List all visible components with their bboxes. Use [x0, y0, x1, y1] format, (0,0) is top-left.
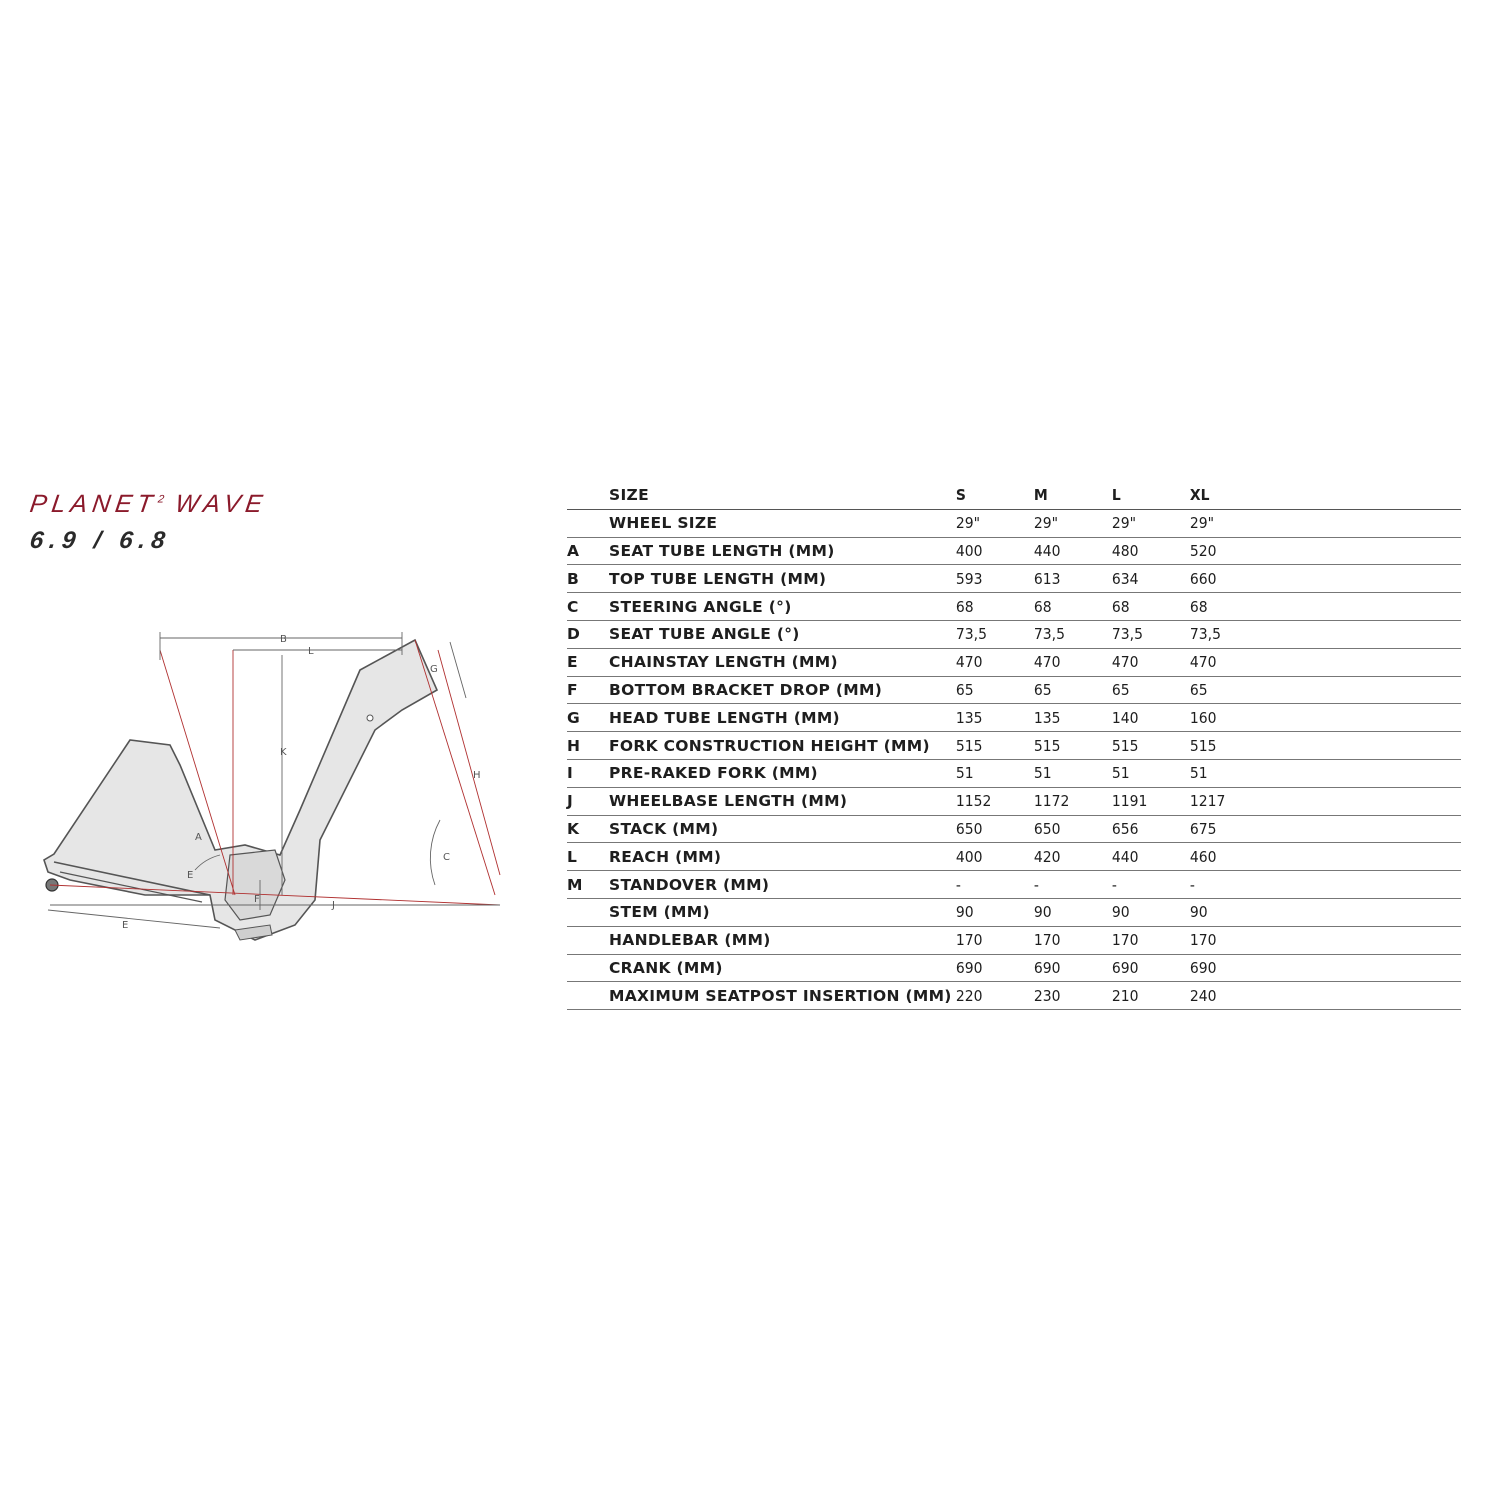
row-letter: [567, 954, 609, 982]
row-value-xl: 675: [1190, 815, 1260, 843]
row-filler: [1264, 871, 1461, 899]
row-filler: [1264, 898, 1461, 926]
row-value-m: 90: [1034, 898, 1104, 926]
row-value-l: 65: [1112, 676, 1182, 704]
row-value-xl: 29": [1190, 509, 1260, 537]
row-value-xl: -: [1190, 871, 1260, 899]
row-value-l: 210: [1112, 982, 1182, 1010]
row-value-s: -: [956, 871, 1026, 899]
row-value-m: 690: [1034, 954, 1104, 982]
row-label: PRE-RAKED FORK (MM): [609, 759, 952, 787]
dim-label-h: H: [473, 770, 481, 781]
row-value-m: 470: [1034, 648, 1104, 676]
row-value-xl: 90: [1190, 898, 1260, 926]
header-letter-cell: [567, 482, 609, 509]
row-value-m: 420: [1034, 843, 1104, 871]
table-row: [567, 954, 1461, 982]
brand-name-part1: PLANET: [28, 490, 160, 518]
header-label: SIZE: [609, 482, 952, 509]
row-value-m: 440: [1034, 537, 1104, 565]
table-row: [567, 759, 1461, 787]
row-value-s: 65: [956, 676, 1026, 704]
table-row: [567, 732, 1461, 760]
row-filler: [1264, 926, 1461, 954]
row-filler: [1264, 537, 1461, 565]
brand-models: 6.9 / 6.8: [28, 527, 173, 554]
row-label: HEAD TUBE LENGTH (MM): [609, 704, 952, 732]
row-label: WHEEL SIZE: [609, 509, 952, 537]
table-row: [567, 676, 1461, 704]
row-letter: H: [567, 732, 609, 760]
row-filler: [1264, 620, 1461, 648]
header-size-m: M: [1034, 482, 1104, 509]
row-value-xl: 1217: [1190, 787, 1260, 815]
row-value-s: 1152: [956, 787, 1026, 815]
geometry-table: [567, 482, 1461, 1010]
row-value-s: 29": [956, 509, 1026, 537]
row-label: STEERING ANGLE (°): [609, 593, 952, 621]
row-label: STEM (MM): [609, 898, 952, 926]
dim-label-j: J: [332, 900, 335, 911]
row-filler: [1264, 565, 1461, 593]
row-letter: L: [567, 843, 609, 871]
row-value-m: 1172: [1034, 787, 1104, 815]
row-filler: [1264, 732, 1461, 760]
row-value-s: 515: [956, 732, 1026, 760]
row-letter: M: [567, 871, 609, 899]
brand-name-part2: WAVE: [173, 490, 270, 518]
row-label: FORK CONSTRUCTION HEIGHT (MM): [609, 732, 952, 760]
row-value-m: 73,5: [1034, 620, 1104, 648]
frame-geometry-diagram: [30, 610, 550, 970]
row-label: SEAT TUBE ANGLE (°): [609, 620, 952, 648]
row-letter: F: [567, 676, 609, 704]
table-row: [567, 898, 1461, 926]
dim-label-f: F: [254, 894, 260, 905]
header-size-s: S: [956, 482, 1026, 509]
dim-label-e: E: [122, 920, 129, 931]
row-value-xl: 660: [1190, 565, 1260, 593]
row-value-l: 140: [1112, 704, 1182, 732]
row-filler: [1264, 954, 1461, 982]
row-value-s: 68: [956, 593, 1026, 621]
row-label: REACH (MM): [609, 843, 952, 871]
row-value-m: 65: [1034, 676, 1104, 704]
row-value-xl: 65: [1190, 676, 1260, 704]
row-value-xl: 460: [1190, 843, 1260, 871]
dim-label-c: C: [443, 852, 450, 863]
table-row: [567, 509, 1461, 537]
table-row: [567, 843, 1461, 871]
row-value-xl: 470: [1190, 648, 1260, 676]
row-label: STACK (MM): [609, 815, 952, 843]
table-row: [567, 982, 1461, 1010]
row-value-xl: 520: [1190, 537, 1260, 565]
row-value-s: 90: [956, 898, 1026, 926]
row-value-m: 51: [1034, 759, 1104, 787]
row-label: WHEELBASE LENGTH (MM): [609, 787, 952, 815]
row-label: STANDOVER (MM): [609, 871, 952, 899]
row-value-l: 480: [1112, 537, 1182, 565]
row-value-xl: 160: [1190, 704, 1260, 732]
row-filler: [1264, 815, 1461, 843]
row-value-s: 400: [956, 843, 1026, 871]
row-letter: A: [567, 537, 609, 565]
row-label: CRANK (MM): [609, 954, 952, 982]
row-value-s: 220: [956, 982, 1026, 1010]
row-value-s: 650: [956, 815, 1026, 843]
row-value-l: 90: [1112, 898, 1182, 926]
header-filler: [1264, 482, 1461, 509]
row-letter: J: [567, 787, 609, 815]
row-value-l: 470: [1112, 648, 1182, 676]
row-value-m: 650: [1034, 815, 1104, 843]
row-value-l: 1191: [1112, 787, 1182, 815]
row-letter: [567, 982, 609, 1010]
row-value-xl: 73,5: [1190, 620, 1260, 648]
row-value-xl: 170: [1190, 926, 1260, 954]
row-value-s: 690: [956, 954, 1026, 982]
row-letter: [567, 898, 609, 926]
dim-label-g: G: [430, 664, 438, 675]
row-filler: [1264, 704, 1461, 732]
row-filler: [1264, 509, 1461, 537]
table-row: [567, 620, 1461, 648]
header-size-xl: XL: [1190, 482, 1260, 509]
row-label: BOTTOM BRACKET DROP (MM): [609, 676, 952, 704]
row-filler: [1264, 982, 1461, 1010]
brand-logo: [28, 490, 270, 555]
row-value-l: 440: [1112, 843, 1182, 871]
row-label: SEAT TUBE LENGTH (MM): [609, 537, 952, 565]
row-value-s: 470: [956, 648, 1026, 676]
row-letter: K: [567, 815, 609, 843]
row-value-s: 593: [956, 565, 1026, 593]
row-value-m: 68: [1034, 593, 1104, 621]
row-value-xl: 690: [1190, 954, 1260, 982]
brand-name-sup: 2: [157, 493, 165, 506]
row-letter: C: [567, 593, 609, 621]
row-filler: [1264, 648, 1461, 676]
row-value-l: 51: [1112, 759, 1182, 787]
row-value-s: 51: [956, 759, 1026, 787]
row-letter: [567, 509, 609, 537]
row-value-m: 230: [1034, 982, 1104, 1010]
row-value-s: 73,5: [956, 620, 1026, 648]
row-filler: [1264, 787, 1461, 815]
dim-label-a: A: [195, 832, 202, 843]
row-value-l: -: [1112, 871, 1182, 899]
row-value-s: 170: [956, 926, 1026, 954]
row-value-xl: 240: [1190, 982, 1260, 1010]
row-value-m: 613: [1034, 565, 1104, 593]
row-value-s: 135: [956, 704, 1026, 732]
table-row: [567, 704, 1461, 732]
table-row: [567, 537, 1461, 565]
row-value-l: 68: [1112, 593, 1182, 621]
row-label: HANDLEBAR (MM): [609, 926, 952, 954]
row-value-m: 515: [1034, 732, 1104, 760]
row-value-l: 634: [1112, 565, 1182, 593]
row-letter: [567, 926, 609, 954]
table-header-row: [567, 482, 1461, 509]
row-filler: [1264, 759, 1461, 787]
row-letter: G: [567, 704, 609, 732]
brand-name: [28, 490, 269, 519]
row-filler: [1264, 843, 1461, 871]
row-filler: [1264, 593, 1461, 621]
row-value-m: -: [1034, 871, 1104, 899]
row-value-xl: 515: [1190, 732, 1260, 760]
row-value-l: 170: [1112, 926, 1182, 954]
table-row: [567, 593, 1461, 621]
row-value-m: 170: [1034, 926, 1104, 954]
row-letter: B: [567, 565, 609, 593]
row-letter: I: [567, 759, 609, 787]
row-value-l: 73,5: [1112, 620, 1182, 648]
row-letter: D: [567, 620, 609, 648]
table-row: [567, 787, 1461, 815]
table-row: [567, 815, 1461, 843]
table-row: [567, 926, 1461, 954]
table-row: [567, 871, 1461, 899]
row-value-xl: 68: [1190, 593, 1260, 621]
row-value-m: 29": [1034, 509, 1104, 537]
row-value-l: 515: [1112, 732, 1182, 760]
row-label: TOP TUBE LENGTH (MM): [609, 565, 952, 593]
row-filler: [1264, 676, 1461, 704]
dim-label-d: E: [187, 870, 194, 881]
dim-label-b: B: [280, 634, 287, 645]
row-label: CHAINSTAY LENGTH (MM): [609, 648, 952, 676]
dim-label-k: K: [280, 747, 287, 758]
row-value-l: 29": [1112, 509, 1182, 537]
row-value-xl: 51: [1190, 759, 1260, 787]
row-value-s: 400: [956, 537, 1026, 565]
row-value-l: 690: [1112, 954, 1182, 982]
table-row: [567, 648, 1461, 676]
table-row: [567, 565, 1461, 593]
row-label: MAXIMUM SEATPOST INSERTION (MM): [609, 982, 952, 1010]
header-size-l: L: [1112, 482, 1182, 509]
bike-frame: [44, 640, 437, 940]
row-value-m: 135: [1034, 704, 1104, 732]
row-letter: E: [567, 648, 609, 676]
row-value-l: 656: [1112, 815, 1182, 843]
dim-label-l: L: [308, 646, 314, 657]
